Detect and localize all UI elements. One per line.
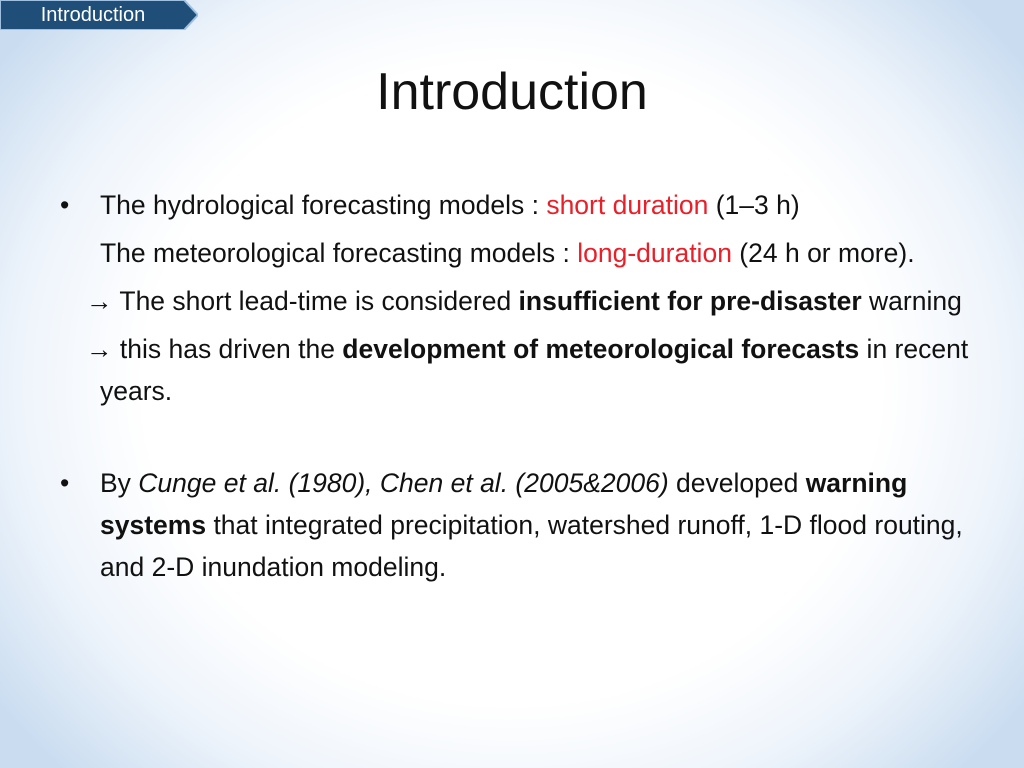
arrow-point-1 (60, 280, 970, 322)
text-segment: warning (861, 286, 962, 316)
text-segment: The meteorological forecasting models : (100, 238, 578, 268)
section-tab-label: Introduction (40, 4, 146, 26)
bold-text: development of meteorological forecasts (342, 334, 860, 364)
bullet-item-2 (60, 462, 970, 588)
bold-text: warning systems (100, 468, 908, 540)
section-tab[interactable] (0, 0, 198, 30)
bullet-dot: • (60, 190, 70, 220)
slide-title: Introduction (376, 63, 648, 121)
long-duration-highlight: long-duration (577, 238, 732, 268)
text-segment: → The short lead-time is considered (86, 286, 519, 316)
text-segment: → this has driven the (86, 334, 343, 364)
bullet-item-1 (60, 184, 970, 226)
text-segment: in recent years. (100, 334, 969, 406)
short-duration-highlight: short duration (546, 190, 709, 220)
text-segment: that integrated precipitation, watershed runoff, 1-D flood routing, and 2-D inundation modeling. (100, 510, 963, 582)
bullet1-line2 (60, 232, 970, 274)
text-segment: (24 h or more). (731, 238, 915, 268)
text-segment: developed (668, 468, 806, 498)
slide-content (60, 184, 970, 588)
bold-text: insufficient for pre-disaster (518, 286, 862, 316)
arrow-point-2 (60, 328, 970, 412)
citation-text: Cunge et al. (1980), Chen et al. (2005&2006) (138, 468, 669, 498)
text-segment: The hydrological forecasting models : (100, 190, 547, 220)
text-segment: By (100, 468, 139, 498)
text-segment: (1–3 h) (708, 190, 800, 220)
bullet1-line1 (100, 184, 970, 226)
bullet-dot: • (60, 468, 70, 498)
bullet2-text (100, 462, 970, 588)
